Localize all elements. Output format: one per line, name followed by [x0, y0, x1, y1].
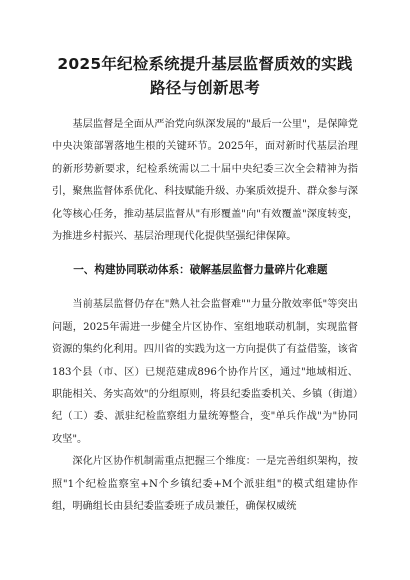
body-paragraph: 当前基层监督仍存在"熟人社会监督难""力量分散效率低"等突出问题，2025年需进一步健全片区协作、室组地联动机制，实现监督资源的集约化利用。四川省的实践为这一方向提供了有益借鉴，该省183个县（市、区）已规范建成896个协作片区，通过"地域相近、职能相关、务实高效"的分组原则，将县纪委监委机关、乡镇（街道）纪（工）委、派驻纪检监察组力量统筹整合，变"单兵作战"为"协同攻坚"。 [52, 299, 358, 445]
document-title-line-2: 路径与创新思考 [150, 79, 260, 97]
document-title-line-1: 2025年纪检系统提升基层监督质效的实践 [57, 55, 353, 73]
section-heading: 一、构建协同联动体系：破解基层监督力量碎片化难题 [73, 264, 328, 277]
body-paragraph: 深化片区协作机制需重点把握三个维度：一是完善组织架构，按照"1个纪检监察室+N个乡镇纪委+M个派驻组"的模式组建协作组，明确组长由县纪委监委班子成员兼任，确保权威统 [52, 456, 358, 513]
document-title [52, 52, 358, 100]
intro-paragraph: 基层监督是全面从严治党向纵深发展的"最后一公里"，是保障党中央决策部署落地生根的关键环节。2025年，面对新时代基层治理的新形势新要求，纪检系统需以二十届中央纪委三次全会精神为指引，聚焦监督体系优化、科技赋能升级、办案质效提升、群众参与深化等核心任务，推动基层监督从"有形覆盖"向"有效覆盖"深度转变，为推进乡村振兴、基层治理现代化提供坚强纪律保障。 [52, 119, 358, 243]
